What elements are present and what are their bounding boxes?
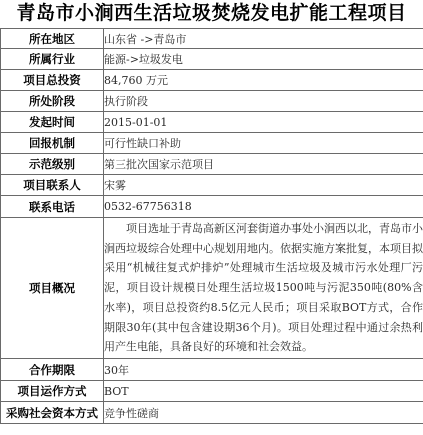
row-value-contact: 宋雾 [104, 175, 423, 196]
row-label-phone: 联系电话 [1, 196, 104, 218]
table-row-contact [1, 175, 423, 196]
row-label-start-date: 发起时间 [1, 112, 104, 133]
table-row-term [1, 359, 423, 381]
row-label-term: 合作期限 [1, 359, 104, 381]
table-row-start-date [1, 112, 423, 133]
row-label-total-investment: 项目总投资 [1, 70, 104, 91]
row-value-demo-level: 第三批次国家示范项目 [104, 154, 423, 175]
project-info-table [0, 28, 423, 424]
row-label-procurement: 采购社会资本方式 [1, 402, 104, 424]
table-row-total-investment [1, 70, 423, 91]
row-label-region: 所在地区 [1, 29, 104, 49]
row-value-start-date: 2015-01-01 [104, 112, 423, 133]
table-row-demo-level [1, 154, 423, 175]
table-row-stage [1, 91, 423, 112]
table-row-region [1, 29, 423, 49]
page-title: 青岛市小涧西生活垃圾焚烧发电扩能工程项目 [16, 2, 407, 24]
table-row-operation-mode [1, 381, 423, 402]
row-value-return-mechanism: 可行性缺口补助 [104, 133, 423, 154]
row-label-return-mechanism: 回报机制 [1, 133, 104, 154]
table-row-industry [1, 49, 423, 70]
row-value-overview [104, 218, 423, 359]
row-value-industry: 能源->垃圾发电 [104, 49, 423, 70]
table-row-return-mechanism [1, 133, 423, 154]
row-value-phone: 0532-67756318 [104, 196, 423, 218]
row-value-procurement: 竞争性磋商 [104, 402, 423, 424]
row-label-operation-mode: 项目运作方式 [1, 381, 104, 402]
row-value-stage: 执行阶段 [104, 91, 423, 112]
overview-text: 项目选址于青岛高新区河套街道办事处小涧西以北，青岛市小涧西垃圾综合处理中心规划用地内。依据实施方案批复，本项目拟采用“机械往复式炉排炉”处理城市生活垃圾及城市污水处理厂污泥，项目设计规模日处理生活垃圾1500吨与污泥350吨(80%含水率)，项目总投资约8.5亿元人民币；项目采取BOT方式，合作期限30年(其中包含建设期36个月)。项目处理过程中通过余热利用产生电能，具备良好的环境和社会效益。 [104, 221, 423, 354]
row-label-overview: 项目概况 [1, 218, 104, 359]
row-value-term: 30年 [104, 359, 423, 381]
row-value-operation-mode: BOT [104, 381, 423, 402]
table-row-procurement [1, 402, 423, 424]
table-row-phone [1, 196, 423, 218]
row-value-region: 山东省 ->青岛市 [104, 29, 423, 49]
row-value-total-investment: 84,760 万元 [104, 70, 423, 91]
table-row-overview [1, 218, 423, 359]
row-label-contact: 项目联系人 [1, 175, 104, 196]
row-label-demo-level: 示范级别 [1, 154, 104, 175]
row-label-industry: 所属行业 [1, 49, 104, 70]
row-label-stage: 所处阶段 [1, 91, 104, 112]
